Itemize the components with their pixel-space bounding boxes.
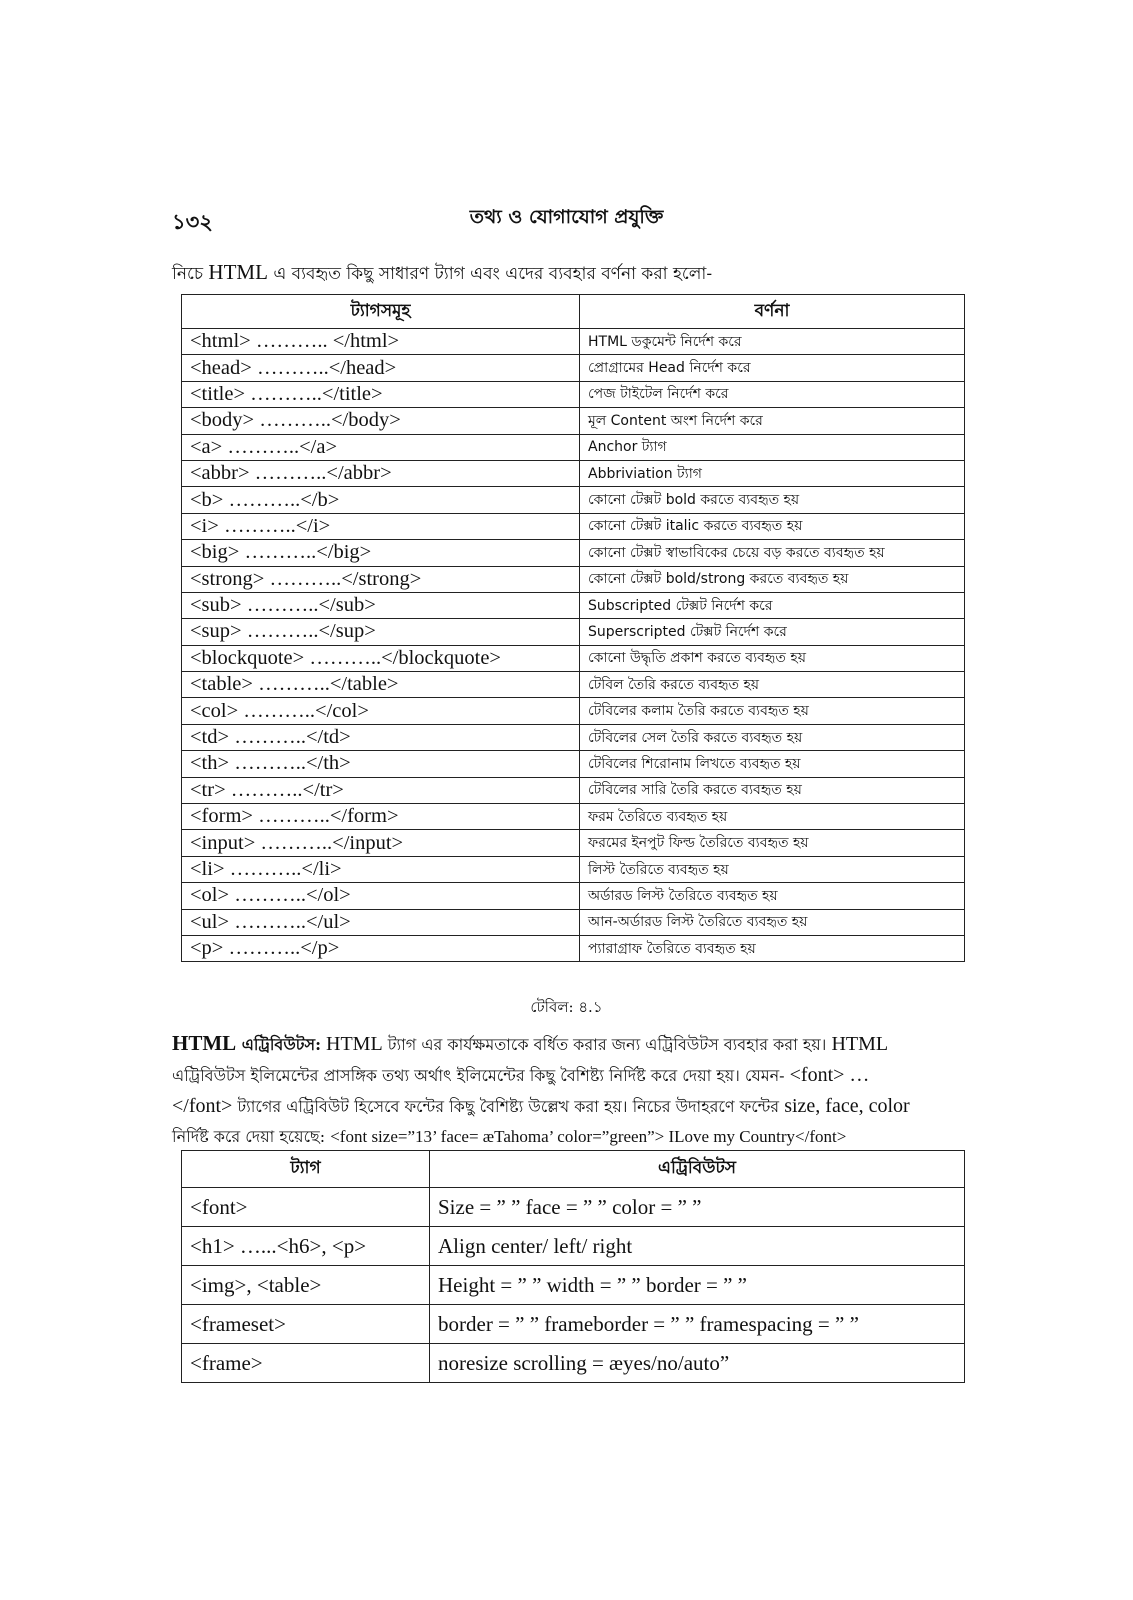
tag-cell: <form> ………..</form> bbox=[182, 804, 580, 830]
table-row bbox=[182, 355, 965, 381]
table-row bbox=[182, 540, 965, 566]
tag-cell: <big> ………..</big> bbox=[182, 540, 580, 566]
tag-cell: <table> ………..</table> bbox=[182, 672, 580, 698]
table-caption: টেবিল: ৪.১ bbox=[530, 998, 603, 1016]
tag-cell: <i> ………..</i> bbox=[182, 513, 580, 539]
tag-cell: <font> bbox=[182, 1188, 430, 1227]
tag-cell: <strong> ………..</strong> bbox=[182, 566, 580, 592]
table-row bbox=[182, 909, 965, 935]
paragraph-text: HTML bbox=[831, 1033, 889, 1055]
table-row bbox=[182, 645, 965, 671]
attributes-cell: Height = ” ” width = ” ” border = ” ” bbox=[430, 1266, 965, 1305]
table-row bbox=[182, 434, 965, 460]
paragraph-text: HTML bbox=[321, 1033, 383, 1055]
description-cell: Abbriviation ট্যাগ bbox=[580, 460, 965, 486]
column-header-description: বর্ণনা bbox=[580, 295, 965, 329]
description-cell: কোনো টেক্সট bold করতে ব্যবহৃত হয় bbox=[580, 487, 965, 513]
description-cell: কোনো টেক্সট bold/strong করতে ব্যবহৃত হয় bbox=[580, 566, 965, 592]
tag-cell: <frame> bbox=[182, 1344, 430, 1383]
tag-cell: <abbr> ………..</abbr> bbox=[182, 460, 580, 486]
intro-text-before: নিচে bbox=[172, 264, 209, 284]
description-cell: টেবিলের কলাম তৈরি করতে ব্যবহৃত হয় bbox=[580, 698, 965, 724]
paragraph-line bbox=[172, 1091, 968, 1122]
html-tags-table-body bbox=[182, 329, 965, 962]
tag-cell: <blockquote> ………..</blockquote> bbox=[182, 645, 580, 671]
paragraph-text: size, face, color bbox=[784, 1095, 910, 1117]
table-row bbox=[182, 804, 965, 830]
description-cell: টেবিলের সারি তৈরি করতে ব্যবহৃত হয় bbox=[580, 777, 965, 803]
tag-cell: <input> ………..</input> bbox=[182, 830, 580, 856]
column-header-attributes: এট্রিবিউটস bbox=[430, 1151, 965, 1188]
table-row bbox=[182, 460, 965, 486]
description-cell: মূল Content অংশ নির্দেশ করে bbox=[580, 408, 965, 434]
tag-cell: <h1> …...<h6>, <p> bbox=[182, 1227, 430, 1266]
intro-text-html: HTML bbox=[208, 260, 268, 284]
paragraph-text: <font> … bbox=[789, 1064, 870, 1086]
description-cell: লিস্ট তৈরিতে ব্যবহৃত হয় bbox=[580, 856, 965, 882]
tag-cell: <col> ………..</col> bbox=[182, 698, 580, 724]
table-row bbox=[182, 672, 965, 698]
attributes-cell: Align center/ left/ right bbox=[430, 1227, 965, 1266]
tag-cell: <body> ………..</body> bbox=[182, 408, 580, 434]
description-cell: টেবিলের সেল তৈরি করতে ব্যবহৃত হয় bbox=[580, 724, 965, 750]
table-row bbox=[182, 830, 965, 856]
table-row bbox=[182, 856, 965, 882]
tag-cell: <b> ………..</b> bbox=[182, 487, 580, 513]
tag-cell: <sup> ………..</sup> bbox=[182, 619, 580, 645]
running-head-title: তথ্য ও যোগাযোগ প্রযুক্তি bbox=[469, 206, 664, 228]
table-row bbox=[182, 724, 965, 750]
description-cell: প্রোগ্রামের Head নির্দেশ করে bbox=[580, 355, 965, 381]
attributes-cell: Size = ” ” face = ” ” color = ” ” bbox=[430, 1188, 965, 1227]
paragraph-text: নির্দিষ্ট করে দেয়া হয়েছে: bbox=[172, 1127, 331, 1146]
table-row bbox=[182, 408, 965, 434]
tag-cell: <ul> ………..</ul> bbox=[182, 909, 580, 935]
description-cell: প্যারাগ্রাফ তৈরিতে ব্যবহৃত হয় bbox=[580, 935, 965, 961]
table-row bbox=[182, 619, 965, 645]
example-code: <font size=”13’ face= æTahoma’ color=”green”> ILove my Country</font> bbox=[330, 1127, 847, 1146]
table-row bbox=[182, 1227, 965, 1266]
table-row bbox=[182, 751, 965, 777]
attributes-cell: border = ” ” frameborder = ” ” framespacing = ” ” bbox=[430, 1305, 965, 1344]
tag-cell: <frameset> bbox=[182, 1305, 430, 1344]
section-heading-attributes: এট্রিবিউটস: bbox=[236, 1035, 321, 1054]
description-cell: পেজ টাইটেল নির্দেশ করে bbox=[580, 381, 965, 407]
description-cell: কোনো টেক্সট italic করতে ব্যবহৃত হয় bbox=[580, 513, 965, 539]
attributes-table bbox=[181, 1150, 965, 1383]
description-cell: টেবিলের শিরোনাম লিখতে ব্যবহৃত হয় bbox=[580, 751, 965, 777]
tag-cell: <tr> ………..</tr> bbox=[182, 777, 580, 803]
table-row bbox=[182, 381, 965, 407]
description-cell: কোনো টেক্সট স্বাভাবিকের চেয়ে বড় করতে ব্যবহৃত হয় bbox=[580, 540, 965, 566]
tag-cell: <th> ………..</th> bbox=[182, 751, 580, 777]
tag-cell: <title> ………..</title> bbox=[182, 381, 580, 407]
tag-cell: <head> ………..</head> bbox=[182, 355, 580, 381]
table-row bbox=[182, 329, 965, 355]
table-row bbox=[182, 935, 965, 961]
paragraph-line bbox=[172, 1060, 968, 1091]
tag-cell: <li> ………..</li> bbox=[182, 856, 580, 882]
table-header-row bbox=[182, 1151, 965, 1188]
attributes-table-body bbox=[182, 1188, 965, 1383]
tag-cell: <a> ………..</a> bbox=[182, 434, 580, 460]
section-heading-html: HTML bbox=[172, 1031, 237, 1055]
description-cell: Anchor ট্যাগ bbox=[580, 434, 965, 460]
description-cell: HTML ডকুমেন্ট নির্দেশ করে bbox=[580, 329, 965, 355]
column-header-tag: ট্যাগ bbox=[182, 1151, 430, 1188]
paragraph-text: ট্যাগের এট্রিবিউট হিসেবে ফন্টের কিছু বৈশিষ্ট্য উল্লেখ করা হয়। নিচের উদাহরণে ফন্টের bbox=[232, 1097, 785, 1116]
tag-cell: <td> ………..</td> bbox=[182, 724, 580, 750]
table-header-row bbox=[182, 295, 965, 329]
attributes-paragraph bbox=[172, 1028, 968, 1152]
table-row bbox=[182, 777, 965, 803]
tag-cell: <sub> ………..</sub> bbox=[182, 592, 580, 618]
paragraph-text: </font> bbox=[172, 1095, 233, 1117]
description-cell: Subscripted টেক্সট নির্দেশ করে bbox=[580, 592, 965, 618]
attributes-cell: noresize scrolling = æyes/no/auto” bbox=[430, 1344, 965, 1383]
column-header-tags: ট্যাগসমূহ bbox=[182, 295, 580, 329]
description-cell: অর্ডারড লিস্ট তৈরিতে ব্যবহৃত হয় bbox=[580, 883, 965, 909]
tag-cell: <html> ……….. </html> bbox=[182, 329, 580, 355]
page-number: ১৩২ bbox=[172, 209, 213, 234]
paragraph-line bbox=[172, 1028, 968, 1060]
intro-sentence bbox=[172, 260, 972, 289]
paragraph-text: এট্রিবিউটস ইলিমেন্টের প্রাসঙ্গিক তথ্য অর্থাৎ ইলিমেন্টের কিছু বৈশিষ্ট্য নির্দিষ্ট করে দেয়া হয়। যেমন- bbox=[172, 1066, 790, 1085]
table-row bbox=[182, 1266, 965, 1305]
tag-cell: <p> ………..</p> bbox=[182, 935, 580, 961]
description-cell: Superscripted টেক্সট নির্দেশ করে bbox=[580, 619, 965, 645]
description-cell: আন-অর্ডারড লিস্ট তৈরিতে ব্যবহৃত হয় bbox=[580, 909, 965, 935]
table-row bbox=[182, 698, 965, 724]
table-row bbox=[182, 1305, 965, 1344]
table-row bbox=[182, 513, 965, 539]
table-row bbox=[182, 592, 965, 618]
description-cell: ফরম তৈরিতে ব্যবহৃত হয় bbox=[580, 804, 965, 830]
tag-cell: <img>, <table> bbox=[182, 1266, 430, 1305]
description-cell: টেবিল তৈরি করতে ব্যবহৃত হয় bbox=[580, 672, 965, 698]
tag-cell: <ol> ………..</ol> bbox=[182, 883, 580, 909]
table-row bbox=[182, 1344, 965, 1383]
paragraph-text: ট্যাগ এর কার্যক্ষমতাকে বর্ধিত করার জন্য এট্রিবিউটস ব্যবহার করা হয়। bbox=[382, 1035, 832, 1054]
description-cell: কোনো উদ্ধৃতি প্রকাশ করতে ব্যবহৃত হয় bbox=[580, 645, 965, 671]
description-cell: ফরমের ইনপুট ফিল্ড তৈরিতে ব্যবহৃত হয় bbox=[580, 830, 965, 856]
intro-text-after: এ ব্যবহৃত কিছু সাধারণ ট্যাগ এবং এদের ব্যবহার বর্ণনা করা হলো- bbox=[267, 264, 713, 284]
table-row bbox=[182, 487, 965, 513]
paragraph-line bbox=[172, 1122, 968, 1152]
html-tags-table bbox=[181, 294, 965, 962]
table-row bbox=[182, 1188, 965, 1227]
table-row bbox=[182, 883, 965, 909]
table-row bbox=[182, 566, 965, 592]
